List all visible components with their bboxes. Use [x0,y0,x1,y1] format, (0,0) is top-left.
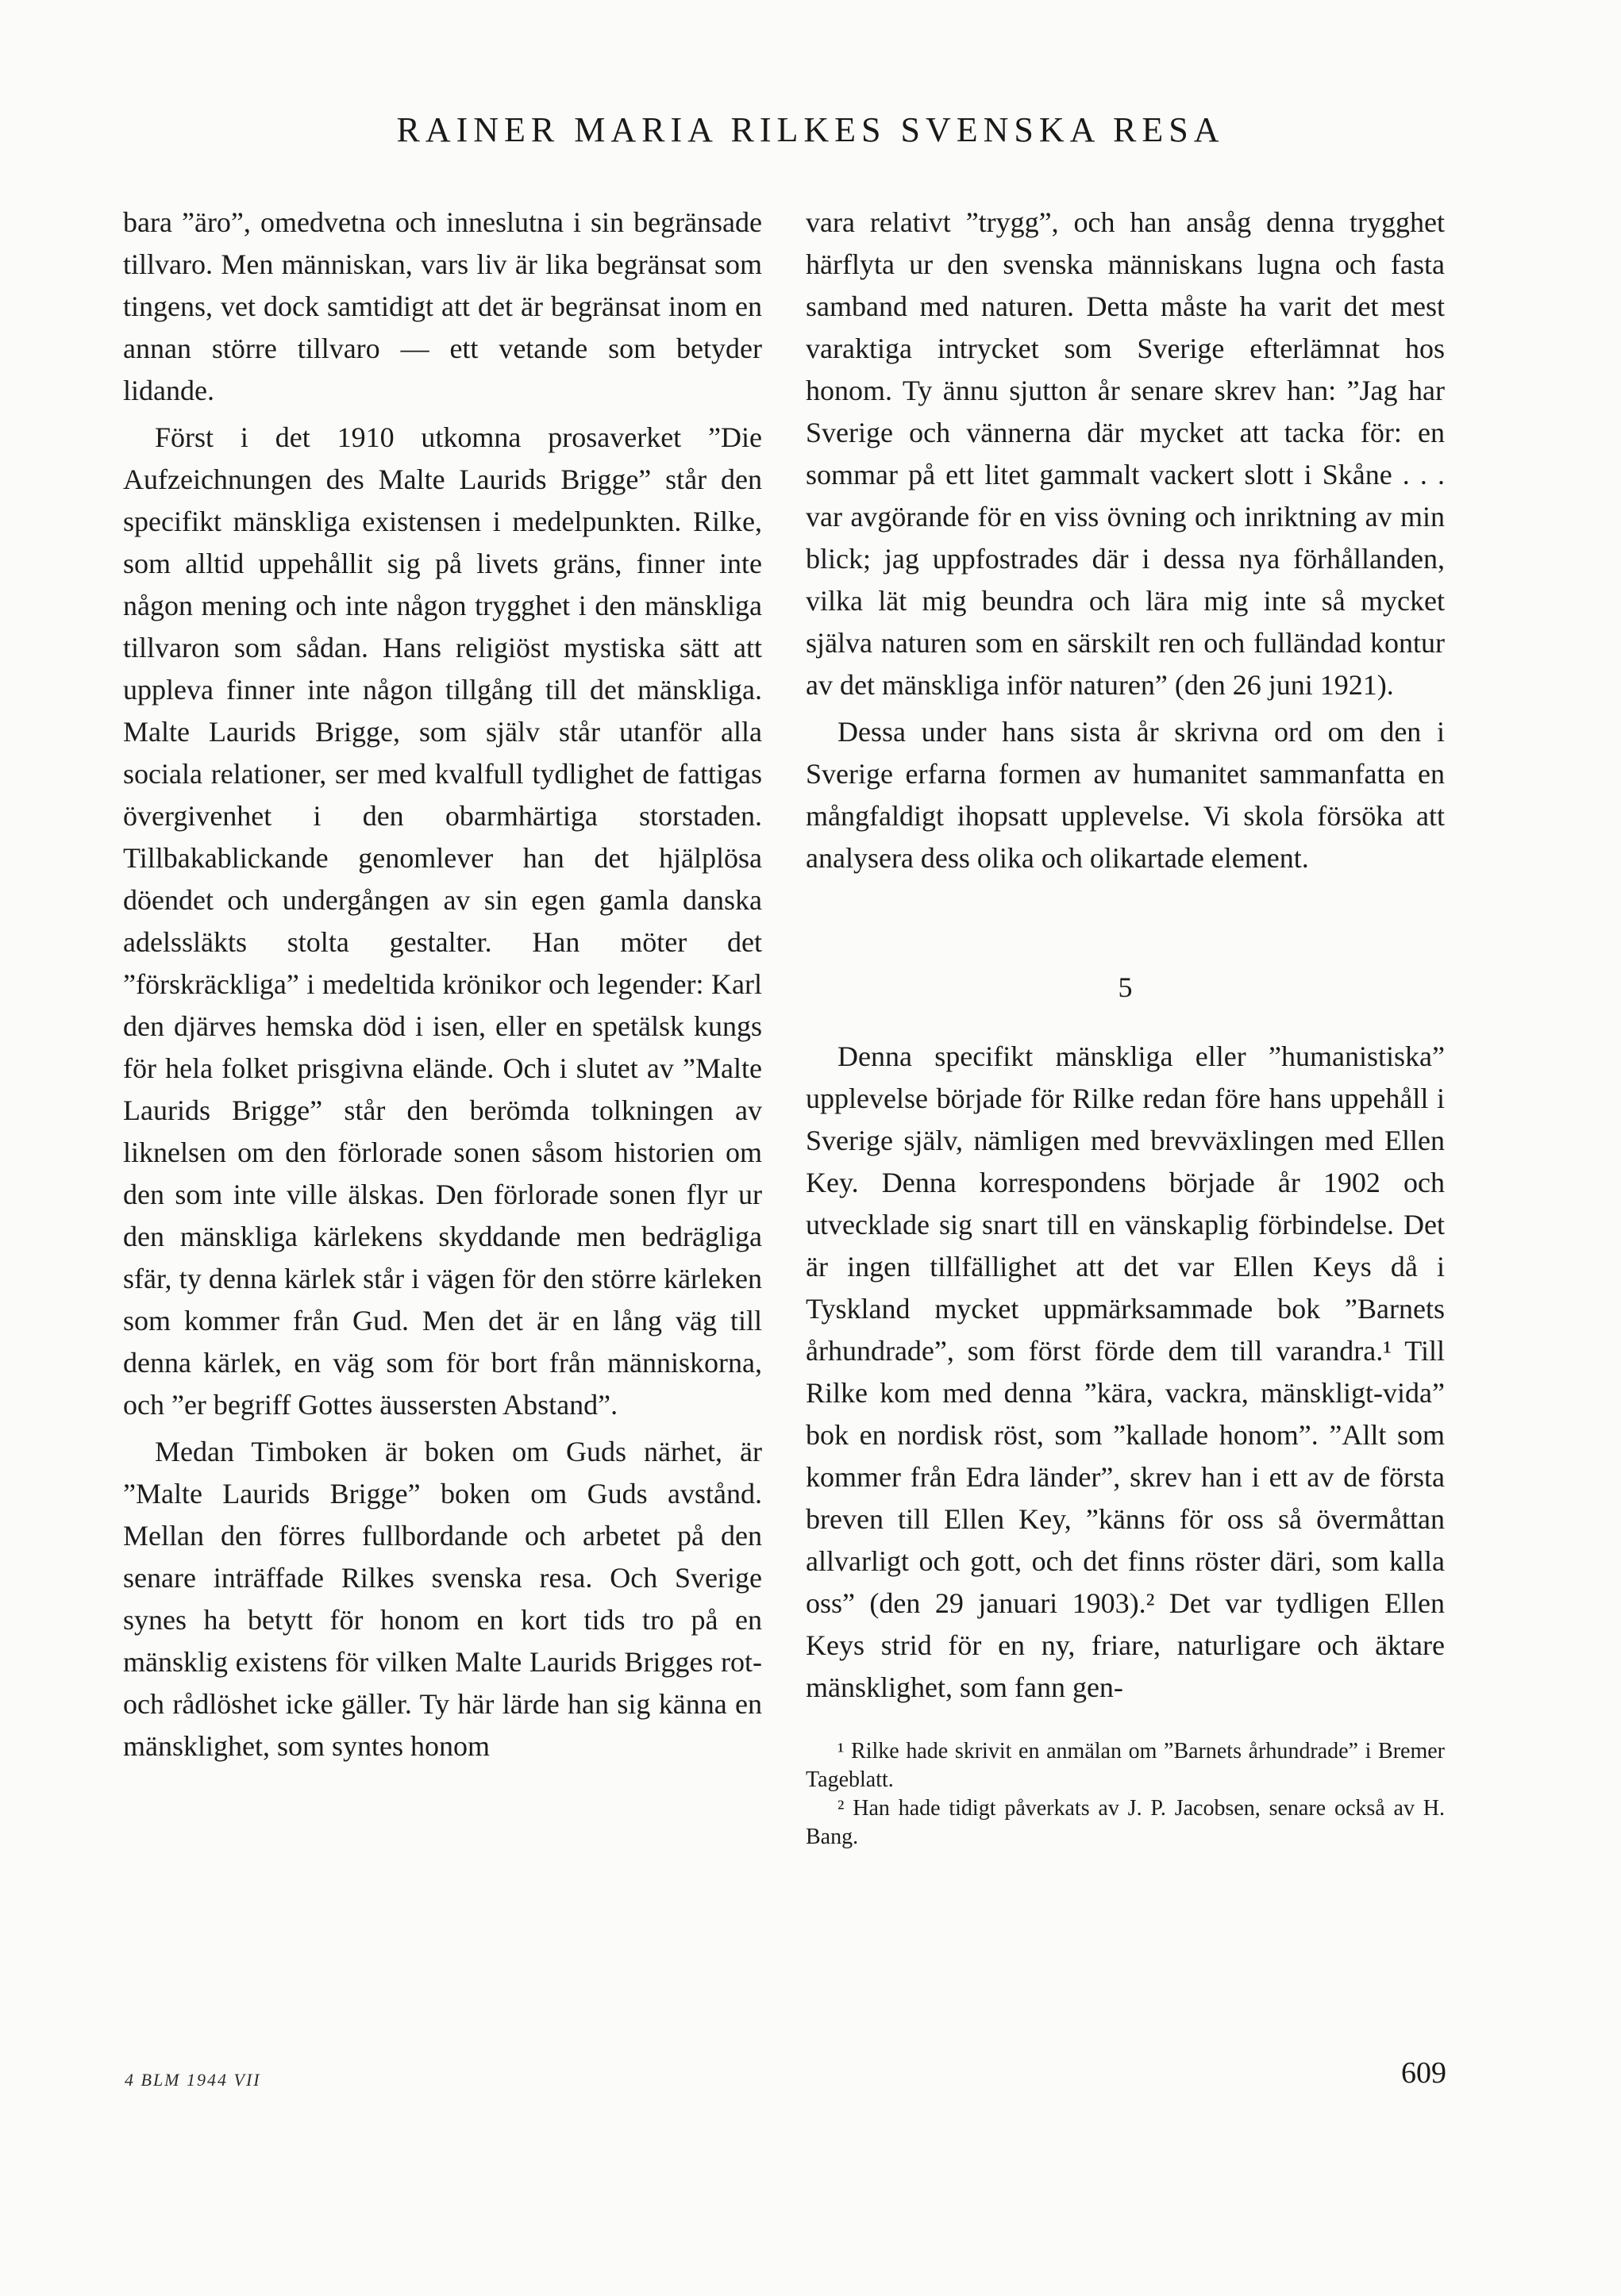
left-paragraph-1: bara ”äro”, omedvetna och inneslutna i sin begränsade tillvaro. Men människan, vars liv är lika begränsat som tingens, vet dock samtidigt att det är begränsat inom en annan större tillvaro — ett vetande som betyder lidande. [123,206,762,406]
section-number: 5 [1118,971,1133,1003]
footnotes [806,1737,1445,1852]
right-paragraph-1: vara relativt ”trygg”, och han ansåg denna trygghet härflyta ur den svenska människans lugna och fasta samband med naturen. Detta måste ha varit det mest varaktiga intrycket som Sverige efterlämnat hos honom. Ty ännu sjutton år senare skrev han: ”Jag har Sverige och vännerna där mycket att tacka för: en sommar på ett litet gammalt vackert slott i Skåne . . . var avgörande för en viss övning och inriktning av min blick; jag uppfostrades där i dessa nya förhållanden, vilka lät mig beundra och lära mig inte så mycket själva naturen som en särskilt ren och fulländad kontur av det mänskliga inför naturen” (den 26 juni 1921). [806,206,1445,701]
running-head: RAINER MARIA RILKES SVENSKA RESA [396,110,1225,149]
left-column [123,202,762,1767]
left-paragraph-3: Medan Timboken är boken om Guds närhet, är ”Malte Laurids Brigge” boken om Guds avstånd. Mellan den förres fullbordande och arbetet på den senare inträffade Rilkes svenska resa. Och Sverige synes ha betytt för honom en kort tids tro på en mänsklig existens för vilken Malte Laurids Brigges rot- och rådlöshet icke gäller. Ty här lärde han sig känna en mänsklighet, som syntes honom [123,1436,762,1762]
printer-signature: 4 BLM 1944 VII [125,2070,261,2090]
right-paragraph-2: Dessa under hans sista år skrivna ord om den i Sverige erfarna formen av humanitet sammanfatta en mångfaldigt ihopsatt upplevelse. Vi skola försöka att analysera dess olika och olikartade element. [806,716,1445,874]
left-paragraph-2: Först i det 1910 utkomna prosaverket ”Die Aufzeichnungen des Malte Laurids Brigge” står den specifikt mänskliga existensen i medelpunkten. Rilke, som alltid uppehållit sig på livets gräns, finner inte någon mening och inte någon trygghet i den mänskliga tillvaron som sådan. Hans religiöst mystiska sätt att uppleva finner inte någon tillgång till det mänskliga. Malte Laurids Brigge, som själv står utanför alla sociala relationer, ser med kvalfull tydlighet de fattigas övergivenhet i den obarmhärtiga storstaden. Tillbakablickande genomlever han det hjälplösa döendet och undergången av sin egen gamla danska adelssläkts stolta gestalter. Han möter det ”förskräckliga” i medeltida krönikor och legender: Karl den djärves hemska död i isen, eller en spetälsk kungs för hela folket prisgivna elände. Och i slutet av ”Malte Laurids Brigge” står den berömda tolkningen av liknelsen om den förlorade sonen såsom historien om den som inte ville älskas. Den förlorade sonen flyr ur den mänskliga kärlekens skyddande men bedrägliga sfär, ty denna kärlek står i vägen för den större kärleken som kommer från Gud. Men det är en lång väg till denna kärlek, en väg som för bort från människorna, och ”er begriff Gottes äussersten Abstand”. [123,421,762,1421]
right-paragraph-3: Denna specifikt mänskliga eller ”humanistiska” upplevelse började för Rilke redan före hans uppehåll i Sverige själv, nämligen med brevväxlingen med Ellen Key. Denna korrespondens började år 1902 och utvecklade sig snart till en vänskaplig förbindelse. Det är ingen tillfällighet att det var Ellen Keys då i Tyskland mycket uppmärksammade bok ”Barnets århundrade”, som först förde dem till varandra.¹ Till Rilke kom med denna ”kära, vackra, mänskligt-vida” bok en nordisk röst, som ”kallade honom”. ”Allt som kommer från Edra länder”, skrev han i ett av de första breven till Ellen Key, ”känns för oss så övermåttan allvarligt och gott, och det finns röster däri, som kalla oss” (den 29 januari 1903).² Det var tydligen Ellen Keys strid för en ny, friare, naturligare och äktare mänsklighet, som fann gen- [806,1040,1445,1703]
footnote-1: ¹ Rilke hade skrivit en anmälan om ”Barnets århundrade” i Bremer Tageblatt. [806,1739,1445,1792]
page-number: 609 [1401,2056,1446,2090]
right-column [806,202,1445,1852]
footnote-2: ² Han hade tidigt påverkats av J. P. Jacobsen, senare också av H. Bang. [806,1796,1445,1849]
